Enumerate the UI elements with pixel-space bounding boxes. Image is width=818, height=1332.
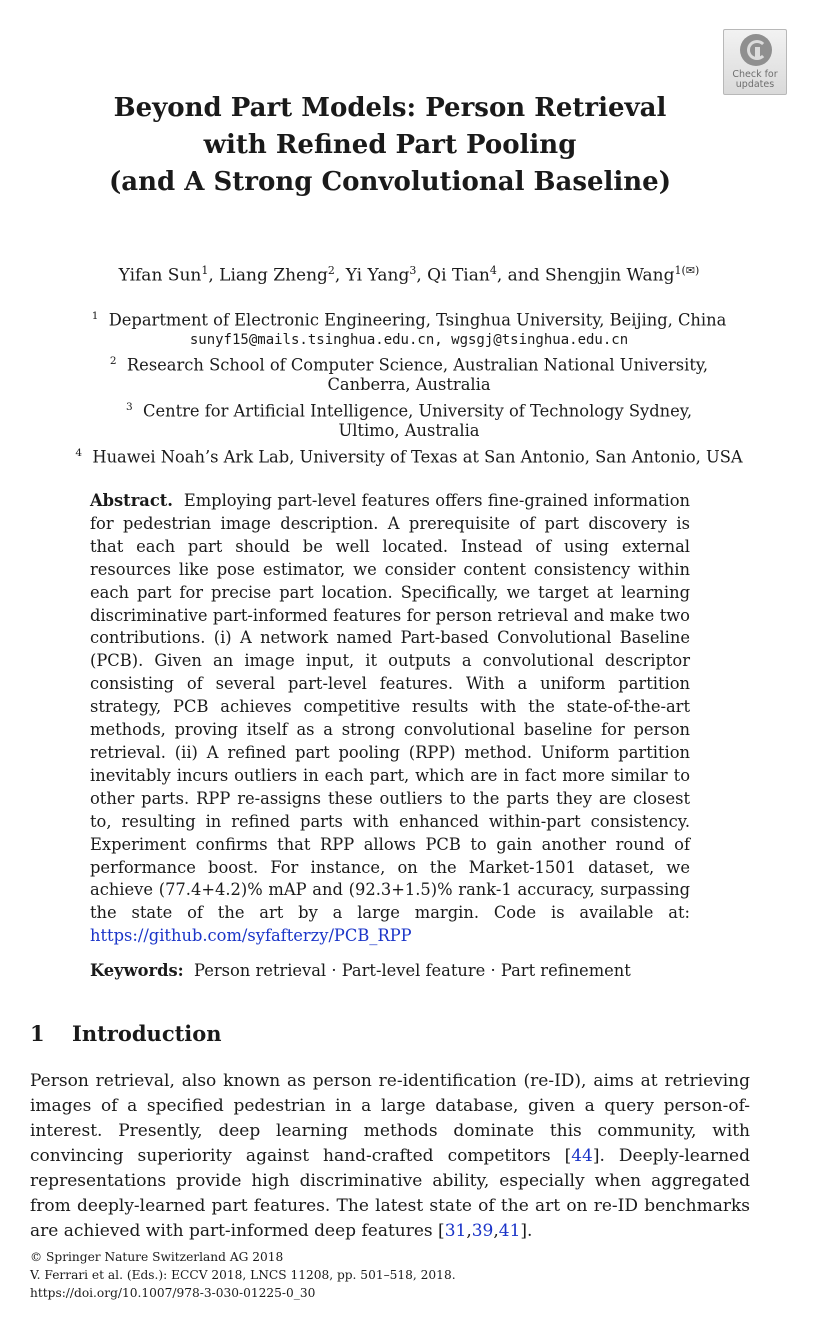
affiliation-emails[interactable]: sunyf15@mails.tsinghua.edu.cn, wgsgj@tsinghua.edu.cn [189, 332, 629, 348]
abstract [90, 490, 690, 948]
affiliation-2-line2: Canberra, Australia [327, 375, 491, 394]
affiliation-number: 2 [109, 355, 117, 367]
affiliation-text: Centre for Artificial Intelligence, University of Technology Sydney, [143, 401, 693, 421]
keyword-item: Person retrieval [193, 961, 327, 980]
citation-link[interactable]: 41 [498, 1221, 521, 1241]
citation-link[interactable]: 44 [571, 1146, 593, 1166]
author-name: Qi Tian [427, 265, 490, 286]
affiliation-number: 4 [75, 447, 83, 459]
footer-citation: V. Ferrari et al. (Eds.): ECCV 2018, LNCS 11208, pp. 501–518, 2018. [30, 1268, 456, 1282]
paper-title-line3: (and A Strong Convolutional Baseline) [108, 167, 672, 197]
citation-link[interactable]: 39 [471, 1221, 494, 1241]
abstract-body: Employing part-level features offers fine-grained information for pedestrian image description. A prerequisite of part discovery is that each part should be well located. Instead of using external resources like pose estimator, we consider content consistency within each part for precise part location. Specifically, we target at learning discriminative part-informed features for person retrieval and make two contributions. (i) A network named Part-based Convolutional Baseline (PCB). Given an image input, it outputs a convolutional descriptor consisting of several part-level features. With a uniform partition strategy, PCB achieves competitive results with the state-of-the-art methods, proving itself as a strong convolutional baseline for person retrieval. (ii) A refined part pooling (RPP) method. Uniform partition inevitably incurs outliers in each part, which are in fact more similar to other parts. RPP re-assigns these outliers to the parts they are closest to, resulting in refined parts with enhanced within-part consistency. Experiment confirms that RPP allows PCB to gain another round of performance boost. For instance, on the Market-1501 dataset, we achieve (77.4+4.2)% mAP and (92.3+1.5)% rank-1 accuracy, surpassing the state of the art by a large margin. Code is available at: [90, 491, 690, 923]
abstract-label: Abstract. [90, 491, 173, 510]
badge-line2: updates [735, 79, 775, 90]
author-affiliation-mark: 3 [409, 264, 417, 277]
author-affiliation-mark: 2 [327, 264, 335, 277]
keyword-item: Part refinement [500, 961, 631, 980]
keywords [90, 960, 631, 982]
section-heading [30, 1019, 222, 1049]
badge-line1: Check for [732, 69, 778, 80]
affiliation-3-line2: Ultimo, Australia [338, 421, 480, 440]
author-name: Yi Yang [345, 265, 410, 286]
author-affiliation-mark: 1 [201, 264, 209, 277]
paper-title-line1: Beyond Part Models: Person Retrieval [113, 93, 667, 123]
author-list: Yifan Sun$^1$, Liang Zheng$^2$, Yi Yang$^3$, Qi Tian$^4$, and Shengjin Wang$^{1(✉)}$ [118, 264, 700, 286]
footer-doi[interactable]: https://doi.org/10.1007/978-3-030-01225-0_30 [30, 1286, 316, 1300]
footer-copyright: © Springer Nature Switzerland AG 2018 [30, 1250, 284, 1264]
affiliation-text: Huawei Noah’s Ark Lab, University of Texas at San Antonio, San Antonio, USA [92, 447, 743, 467]
author-name: Liang Zheng [219, 265, 328, 286]
intro-text-1: Person retrieval, also known as person re-identification (re-ID), aims at retrieving images of a specified pedestrian in a large database, given a query person-of-interest. Presently, deep learning methods dominate this community, with convincing superiority against hand-crafted competitors [ [30, 1071, 750, 1166]
intro-text-3: ]. [520, 1221, 533, 1241]
author-name: Yifan Sun [118, 265, 202, 286]
paper-title-line2: with Refined Part Pooling [203, 130, 577, 160]
affiliation-text: Department of Electronic Engineering, Tsinghua University, Beijing, China [108, 310, 727, 330]
affiliation-4 [30, 442, 788, 468]
intro-text-2: ]. Deeply-learned representations provide high discriminative ability, especially when aggregated from deeply-learned part features. The latest state of the art on re-ID benchmarks are achieved with part-informed deep features [ [30, 1146, 750, 1241]
author-affiliation-mark: 4 [489, 264, 497, 277]
code-link[interactable]: https://github.com/syfafterzy/PCB_RPP [90, 926, 412, 946]
bookmark-icon [740, 34, 772, 66]
author-name: Shengjin Wang [545, 265, 675, 286]
affiliation-1 [30, 305, 788, 331]
affiliation-number: 3 [125, 401, 133, 413]
affiliation-text: Research School of Computer Science, Australian National University, [126, 355, 709, 375]
keyword-list: Person retrieval · Part-level feature · Part refinement [193, 961, 631, 980]
citation-link[interactable]: 31 [444, 1221, 467, 1241]
section-title: Introduction [72, 1021, 222, 1046]
author-affiliation-mark: 1(✉) [674, 264, 700, 277]
affiliation-number: 1 [91, 310, 99, 322]
intro-paragraph: Person retrieval, also known as person re-identification (re-ID), aims at retrieving images of a specified pedestrian in a large database, given a query person-of-interest. Presently, deep learning methods dominate this community, with convincing superiority against hand-crafted competitors [44]. Deeply-learned representations provide high discriminative ability, especially when aggregated from deeply-learned part features. The latest state of the art on re-ID benchmarks are achieved with part-informed deep features [31,39,41]. [30, 1071, 750, 1241]
section-number: 1 [30, 1021, 45, 1046]
keyword-item: Part-level feature [341, 961, 486, 980]
keywords-label: Keywords: [90, 961, 184, 980]
check-for-updates-badge[interactable] [723, 29, 787, 95]
